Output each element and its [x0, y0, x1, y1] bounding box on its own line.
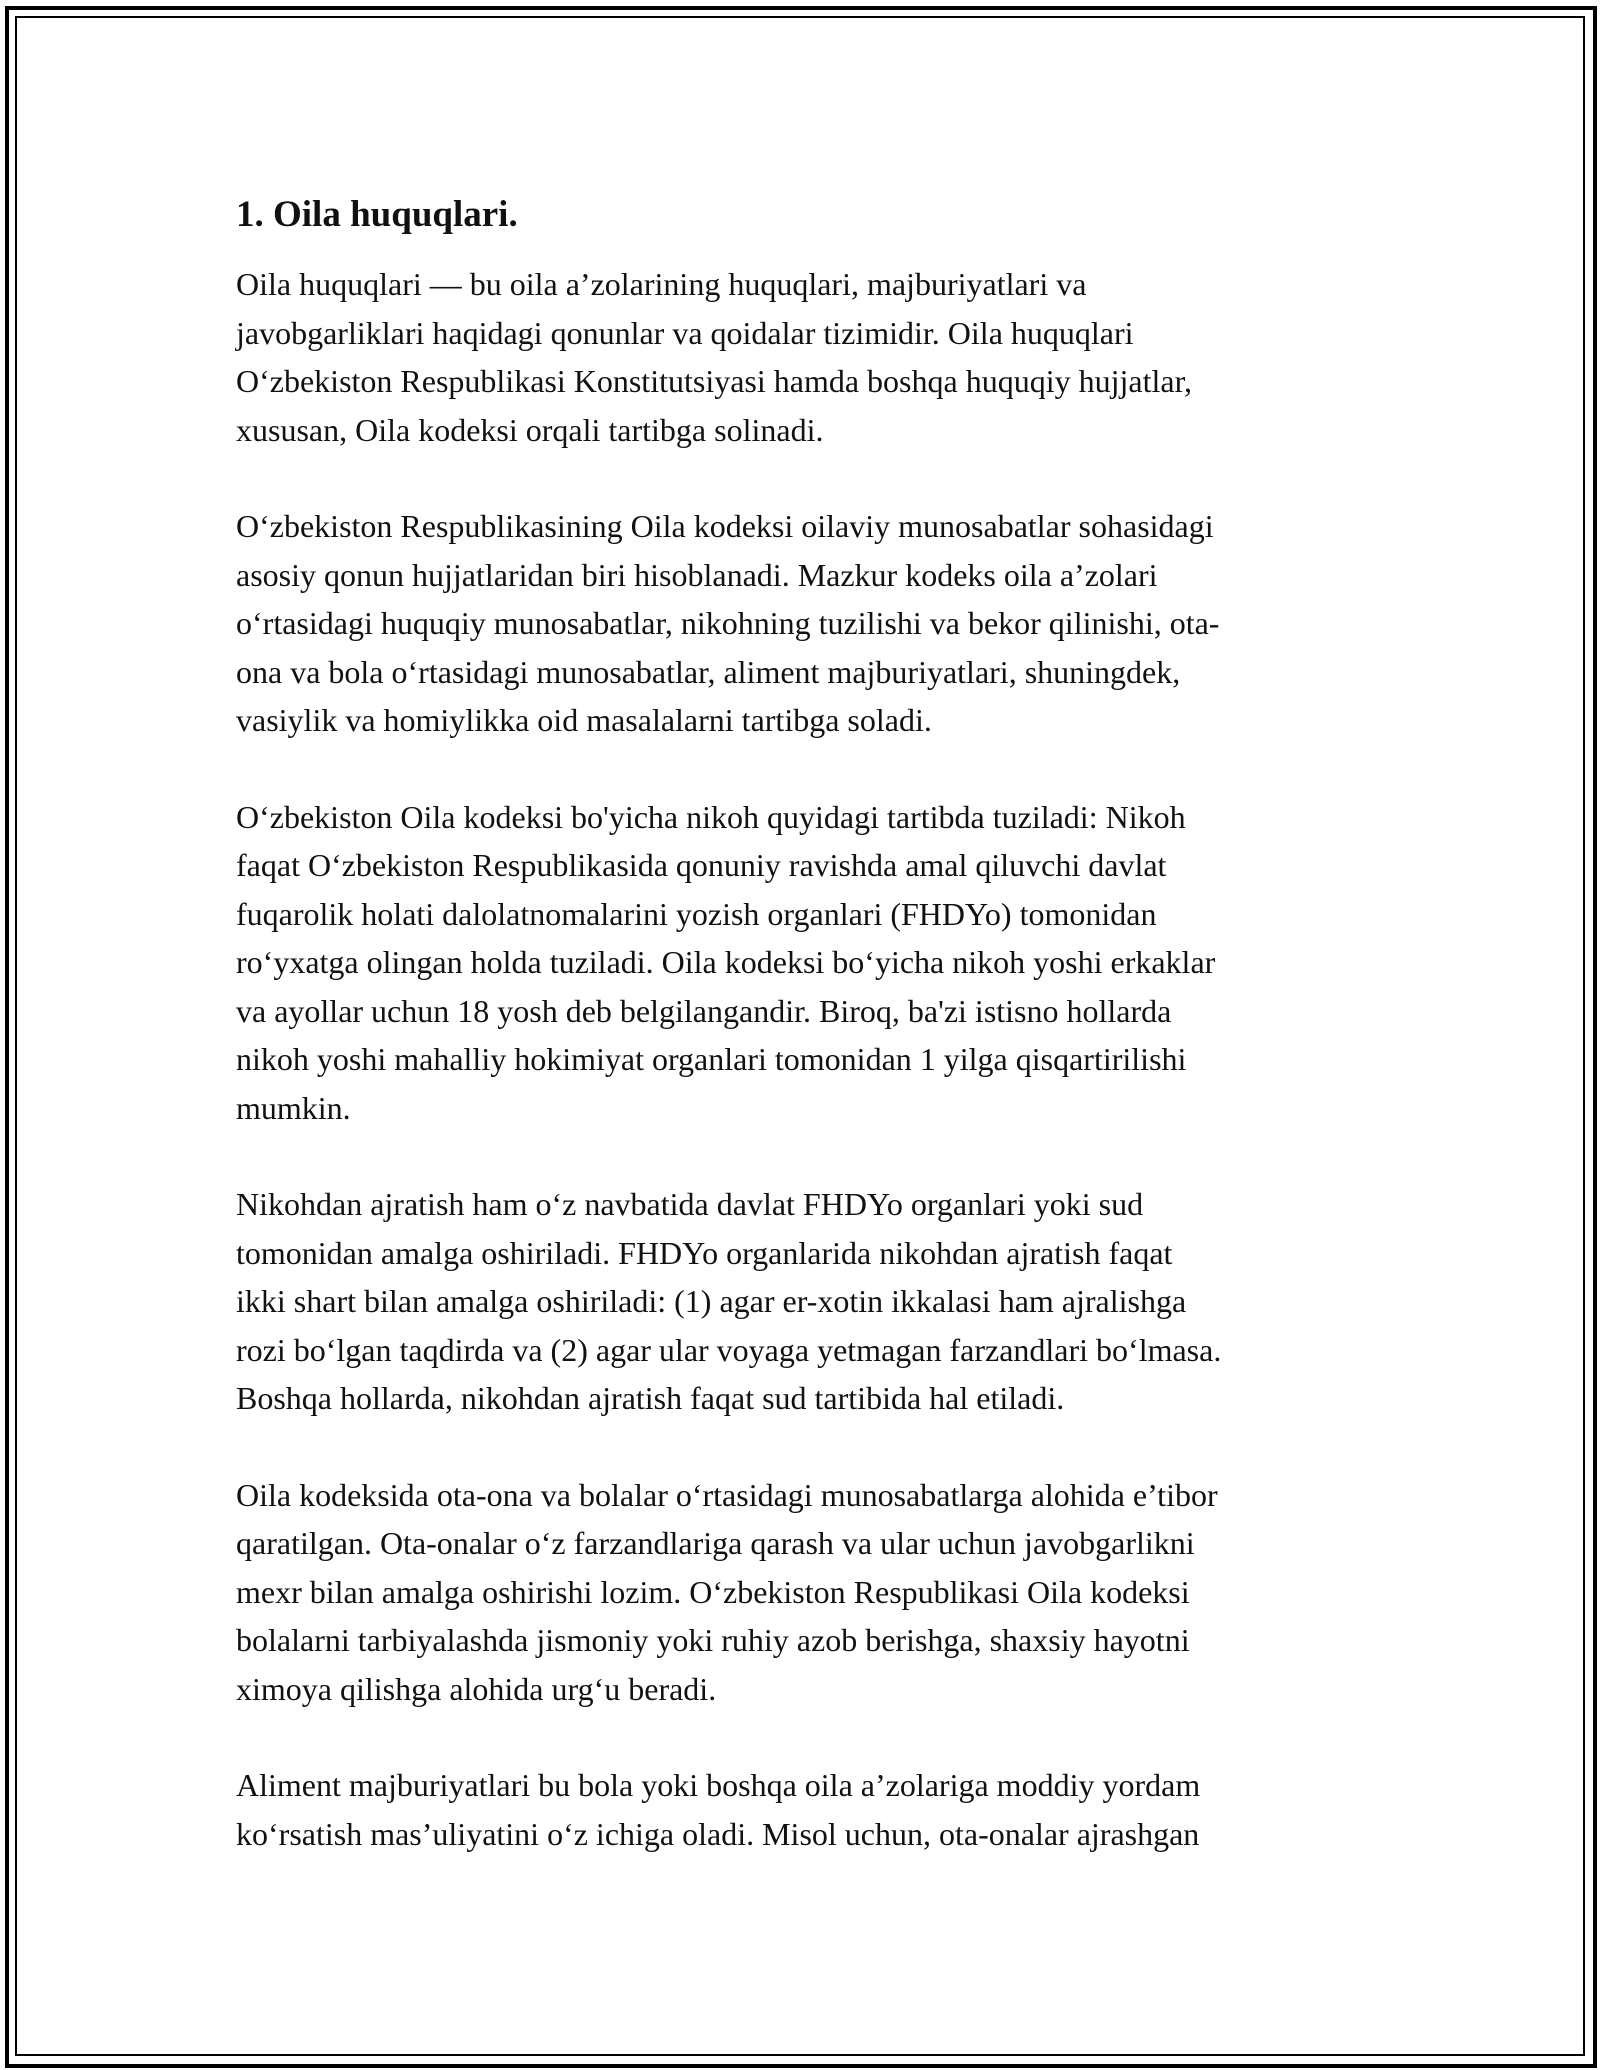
text-line: ro‘yxatga olingan holda tuziladi. Oila kodeksi bo‘yicha nikoh yoshi erkaklar — [236, 944, 1216, 980]
text-line: fuqarolik holati dalolatnomalarini yozish organlari (FHDYo) tomonidan — [236, 895, 1157, 932]
text-line: ko‘rsatish mas’uliyatini o‘z ichiga oladi. Misol uchun, ota-onalar ajrashgan — [236, 1815, 1200, 1852]
text-line: vasiylik va homiylikka oid masalalarni tartibga soladi. — [236, 702, 932, 738]
text-line: javobgarliklari haqidagi qonunlar va qoidalar tizimidir. Oila huquqlari — [236, 314, 1134, 351]
text-line: va ayollar uchun 18 yosh deb belgilangandir. Biroq, ba'zi istisno hollarda — [236, 992, 1172, 1029]
text-line: O‘zbekiston Oila kodeksi bo'yicha nikoh quyidagi tartibda tuziladi: Nikoh — [236, 798, 1186, 835]
text-line: mumkin. — [236, 1089, 351, 1126]
text-line: ximoya qilishga alohida urg‘u beradi. — [236, 1670, 717, 1707]
text-line: rozi bo‘lgan taqdirda va (2) agar ular voyaga yetmagan farzandlari bo‘lmasa. — [236, 1331, 1222, 1368]
text-line: mexr bilan amalga oshirishi lozim. O‘zbekiston Respublikasi Oila kodeksi — [236, 1573, 1190, 1610]
paragraph-family-code — [236, 502, 1366, 745]
text-line: tomonidan amalga oshiriladi. FHDYo organlarida nikohdan ajratish faqat — [236, 1234, 1173, 1271]
paragraph-parents-children — [236, 1471, 1366, 1714]
paragraph-marriage — [236, 793, 1366, 1133]
paragraph-divorce — [236, 1180, 1366, 1423]
text-line: bolalarni tarbiyalashda jismoniy yoki ruhiy azob berishga, shaxsiy hayotni — [236, 1622, 1190, 1658]
text-line: asosiy qonun hujjatlaridan biri hisoblanadi. Mazkur kodeks oila a’zolari — [236, 556, 1158, 593]
text-line: Aliment majburiyatlari bu bola yoki boshqa oila a’zolariga moddiy yordam — [236, 1767, 1201, 1803]
text-line: Nikohdan ajratish ham o‘z navbatida davlat FHDYo organlari yoki sud — [236, 1186, 1144, 1222]
text-line: ona va bola o‘rtasidagi munosabatlar, aliment majburiyatlari, shuningdek, — [236, 653, 1181, 690]
text-line: nikoh yoshi mahalliy hokimiyat organlari tomonidan 1 yilga qisqartirilishi — [236, 1041, 1187, 1077]
text-line: qaratilgan. Ota-onalar o‘z farzandlariga qarash va ular uchun javobgarlikni — [236, 1525, 1195, 1561]
paragraph-definition — [236, 260, 1366, 454]
paragraph-alimony — [236, 1761, 1366, 1858]
section-heading: 1. Oila huquqlari. — [236, 194, 518, 235]
text-line: ikki shart bilan amalga oshiriladi: (1) agar er-xotin ikkalasi ham ajralishga — [236, 1283, 1187, 1319]
text-line: faqat O‘zbekiston Respublikasida qonuniy ravishda amal qiluvchi davlat — [236, 847, 1167, 883]
document-body — [236, 190, 1366, 1906]
text-line: O‘zbekiston Respublikasi Konstitutsiyasi hamda boshqa huquqiy hujjatlar, — [236, 363, 1192, 399]
text-line: Boshqa hollarda, nikohdan ajratish faqat sud tartibida hal etiladi. — [236, 1380, 1065, 1416]
text-line: o‘rtasidagi huquqiy munosabatlar, nikohning tuzilishi va bekor qilinishi, ota- — [236, 605, 1220, 641]
text-line: xususan, Oila kodeksi orqali tartibga solinadi. — [236, 411, 824, 448]
text-line: O‘zbekiston Respublikasining Oila kodeksi oilaviy munosabatlar sohasidagi — [236, 508, 1214, 544]
text-line: Oila huquqlari — bu oila a’zolarining huquqlari, majburiyatlari va — [236, 266, 1087, 302]
text-line: Oila kodeksida ota-ona va bolalar o‘rtasidagi munosabatlarga alohida e’tibor — [236, 1476, 1218, 1513]
